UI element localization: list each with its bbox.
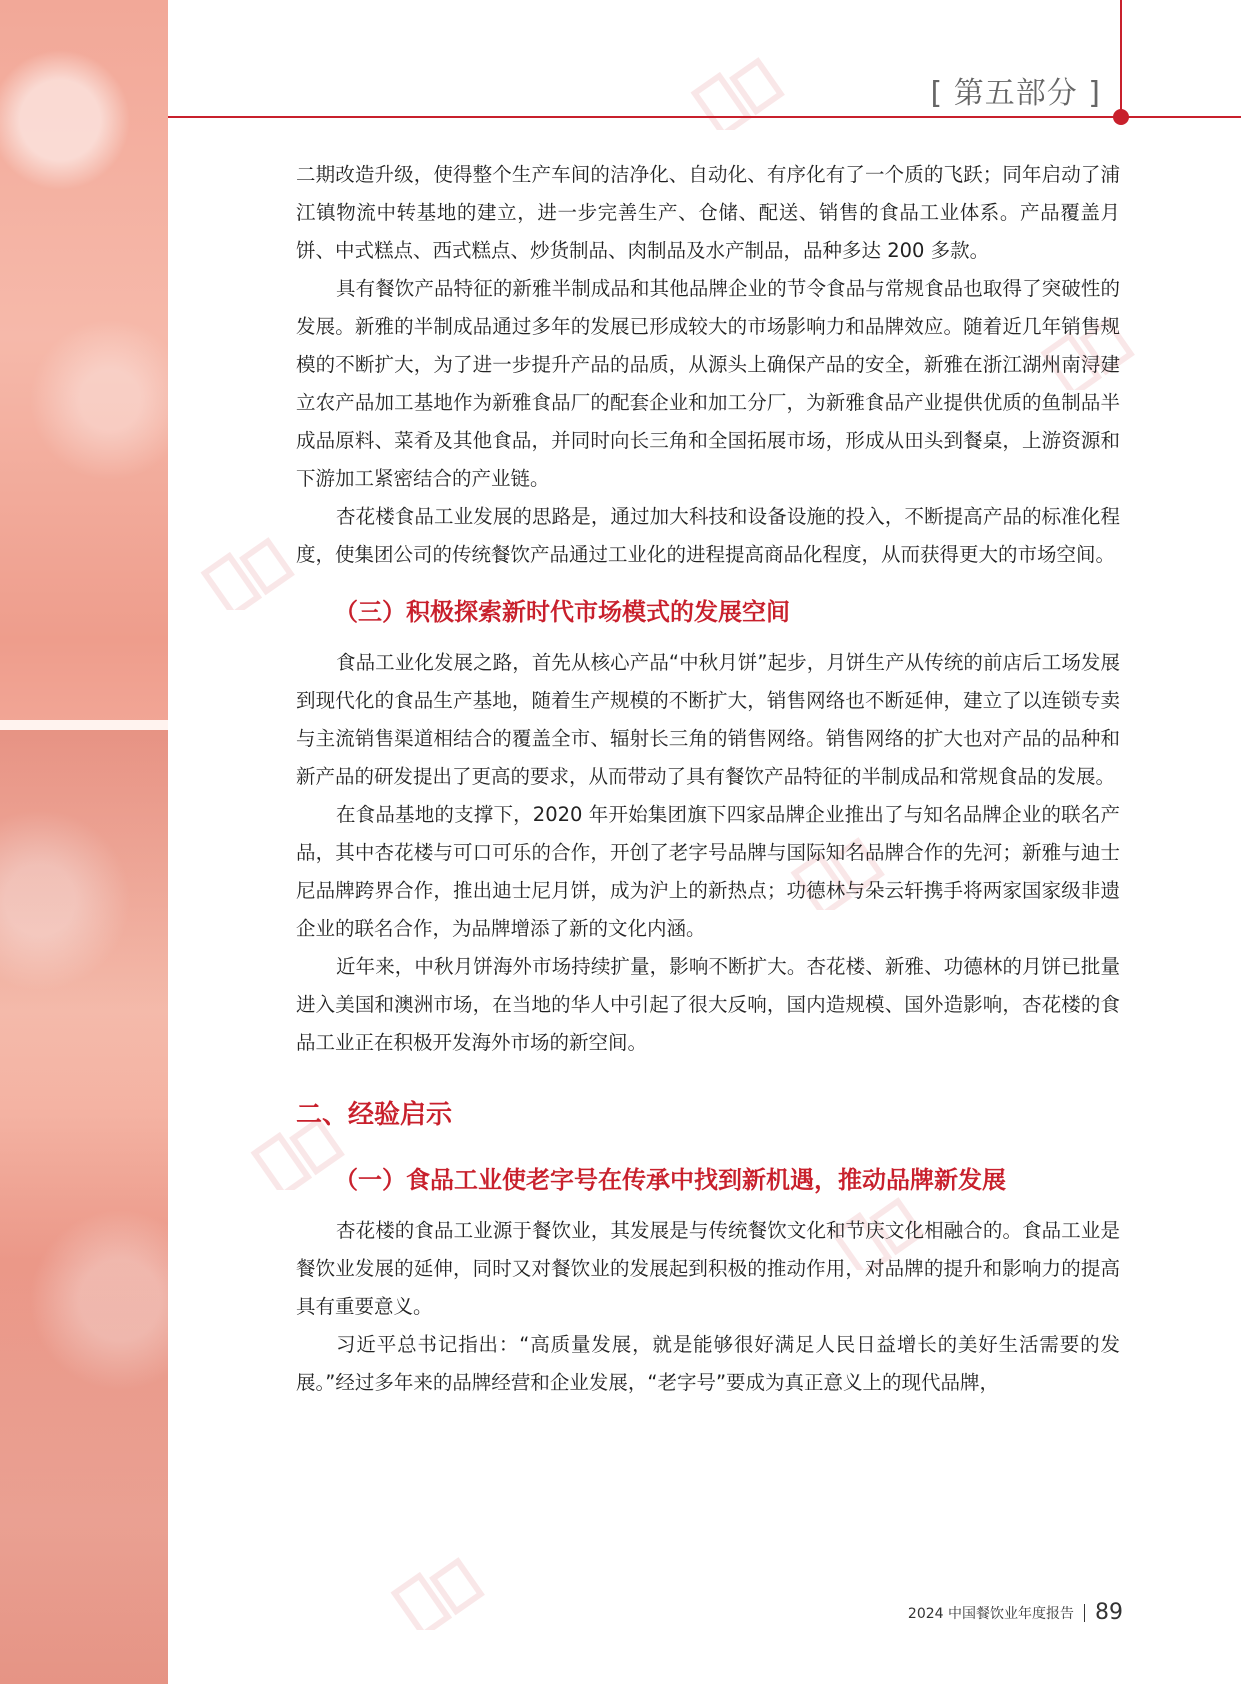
paragraph: 习近平总书记指出：“高质量发展，就是能够很好满足人民日益增长的美好生活需要的发展。”经过多年来的品牌经营和企业发展，“老字号”要成为真正意义上的现代品牌， [296,1333,1120,1394]
paragraph: 二期改造升级，使得整个生产车间的洁净化、自动化、有序化有了一个质的飞跃；同年启动了浦江镇物流中转基地的建立，进一步完善生产、仓储、配送、销售的食品工业体系。产品覆盖月饼、中式糕点、西式糕点、炒货制品、肉制品及水产制品，品种多达 200 多款。 [296,163,1120,262]
paragraph: 在食品基地的支撑下，2020 年开始集团旗下四家品牌企业推出了与知名品牌企业的联名产品，其中杏花楼与可口可乐的合作，开创了老字号品牌与国际知名品牌合作的先河；新雅与迪士尼品牌跨界合作，推出迪士尼月饼，成为沪上的新热点；功德林与朵云轩携手将两家国家级非遗企业的联名合作，为品牌增添了新的文化内涵。 [296,803,1120,940]
section-tag: [ 第五部分 ] [930,76,1101,111]
paragraph: 具有餐饮产品特征的新雅半制成品和其他品牌企业的节令食品与常规食品也取得了突破性的发展。新雅的半制成品通过多年的发展已形成较大的市场影响力和品牌效应。随着近几年销售规模的不断扩大，为了进一步提升产品的品质，从源头上确保产品的安全，新雅在浙江湖州南浔建立农产品加工基地作为新雅食品厂的配套企业和加工分厂，为新雅食品产业提供优质的鱼制品半成品原料、菜肴及其他食品，并同时向长三角和全国拓展市场，形成从田头到餐桌，上游资源和下游加工紧密结合的产业链。 [296,277,1120,490]
paragraph: 杏花楼的食品工业源于餐饮业，其发展是与传统餐饮文化和节庆文化相融合的。食品工业是餐饮业发展的延伸，同时又对餐饮业的发展起到积极的推动作用，对品牌的提升和影响力的提高具有重要意义。 [296,1219,1120,1318]
article-body [296,156,1120,1402]
decorative-photo-strip [0,0,168,1684]
subsection-heading: （一）食品工业使老字号在传承中找到新机遇，推动品牌新发展 [334,1166,1006,1194]
strip-shadow [0,730,168,1684]
paragraph: 杏花楼食品工业发展的思路是，通过加大科技和设备设施的投入，不断提高产品的标准化程度，使集团公司的传统餐饮产品通过工业化的进程提高商品化程度，从而获得更大的市场空间。 [296,505,1120,566]
header-dot-marker [1113,109,1129,125]
section-heading: 二、经验启示 [296,1100,453,1130]
footer-separator [1084,1604,1085,1622]
page-footer [908,1600,1123,1625]
header-vertical-rule [1120,0,1122,116]
paragraph: 近年来，中秋月饼海外市场持续扩量，影响不断扩大。杏花楼、新雅、功德林的月饼已批量进入美国和澳洲市场，在当地的华人中引起了很大反响，国内造规模、国外造影响，杏花楼的食品工业正在积极开发海外市场的新空间。 [296,955,1120,1054]
watermark-logo [380,1540,520,1630]
paragraph: 食品工业化发展之路，首先从核心产品“中秋月饼”起步，月饼生产从传统的前店后工场发展到现代化的食品生产基地，随着生产规模的不断扩大，销售网络也不断延伸，建立了以连锁专卖与主流销售渠道相结合的覆盖全市、辐射长三角的销售网络。销售网络的扩大也对产品的品种和新产品的研发提出了更高的要求，从而带动了具有餐饮产品特征的半制成品和常规食品的发展。 [296,651,1120,788]
strip-divider [0,720,168,730]
report-title: 2024 中国餐饮业年度报告 [907,1605,1074,1622]
page-number: 89 [1095,1600,1123,1625]
header-horizontal-rule [168,116,1241,118]
subsection-heading: （三）积极探索新时代市场模式的发展空间 [334,598,790,626]
